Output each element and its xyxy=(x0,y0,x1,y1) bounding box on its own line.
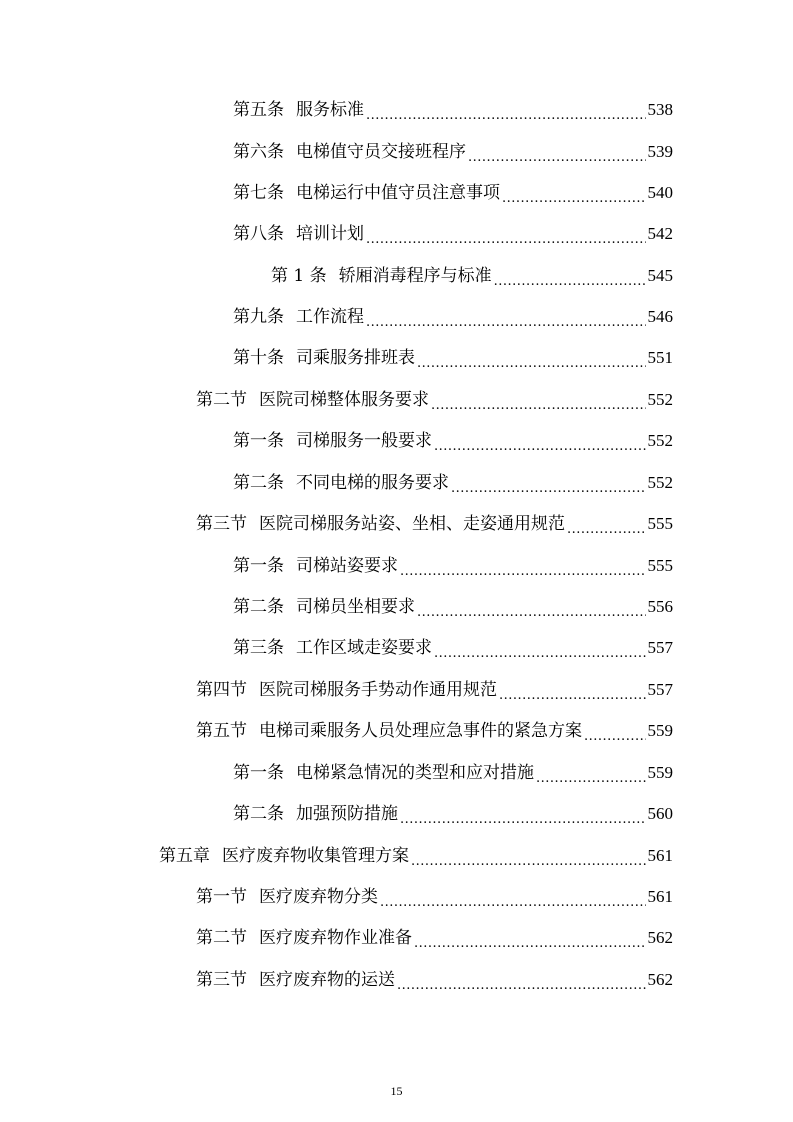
toc-entry-title: 医院司梯服务站姿、坐相、走姿通用规范 xyxy=(259,514,565,534)
page-number: 15 xyxy=(390,1084,403,1098)
toc-entry-title: 服务标准 xyxy=(296,100,364,120)
toc-entry-number: 第二条 xyxy=(233,597,284,617)
toc-entry-number: 第 1 条 xyxy=(271,266,327,286)
toc-leader-dots xyxy=(417,343,646,373)
toc-entry[interactable] xyxy=(233,758,673,788)
toc-entry-title: 轿厢消毒程序与标准 xyxy=(338,266,492,286)
toc-leader-dots xyxy=(584,716,646,746)
toc-leader-dots xyxy=(414,923,646,953)
toc-entry-title: 电梯运行中值守员注意事项 xyxy=(296,183,500,203)
toc-entry-number: 第一条 xyxy=(233,763,284,783)
toc-entry[interactable] xyxy=(233,302,673,332)
toc-entry-page: 539 xyxy=(647,142,673,161)
toc-entry-page: 560 xyxy=(647,804,673,823)
toc-entry-page: 561 xyxy=(647,887,673,906)
toc-leader-dots xyxy=(366,219,646,249)
toc-entry-title: 医院司梯整体服务要求 xyxy=(259,390,429,410)
toc-leader-dots xyxy=(380,882,646,912)
toc-entry[interactable] xyxy=(196,509,673,539)
toc-entry-page: 561 xyxy=(647,846,673,865)
toc-entry[interactable] xyxy=(196,882,673,912)
toc-leader-dots xyxy=(366,95,646,125)
toc-leader-dots xyxy=(434,426,646,456)
toc-entry-number: 第五条 xyxy=(233,100,284,120)
toc-entry[interactable] xyxy=(233,592,673,622)
toc-entry-number: 第七条 xyxy=(233,183,284,203)
toc-entry-number: 第五节 xyxy=(196,721,247,741)
toc-entry[interactable] xyxy=(233,799,673,829)
toc-entry[interactable] xyxy=(159,841,673,871)
toc-entry[interactable] xyxy=(233,343,673,373)
toc-entry-title: 司梯服务一般要求 xyxy=(296,431,432,451)
toc-entry-title: 医疗废弃物作业准备 xyxy=(259,928,412,948)
toc-leader-dots xyxy=(417,592,646,622)
toc-entry-page: 540 xyxy=(647,183,673,202)
toc-entry-page: 559 xyxy=(647,763,673,782)
toc-entry[interactable] xyxy=(233,178,673,208)
toc-entry-number: 第二条 xyxy=(233,473,284,493)
toc-entry-page: 557 xyxy=(647,638,673,657)
toc-entry[interactable] xyxy=(233,137,673,167)
toc-leader-dots xyxy=(468,137,646,167)
toc-entry-title: 工作区域走姿要求 xyxy=(296,638,432,658)
toc-leader-dots xyxy=(536,758,646,788)
toc-entry[interactable] xyxy=(196,923,673,953)
toc-entry-number: 第四节 xyxy=(196,680,247,700)
toc-leader-dots xyxy=(502,178,646,208)
toc-entry-page: 551 xyxy=(647,348,673,367)
toc-entry-page: 542 xyxy=(647,224,673,243)
toc-entry-title: 电梯值守员交接班程序 xyxy=(296,142,466,162)
toc-entry-page: 546 xyxy=(647,307,673,326)
toc-entry-number: 第五章 xyxy=(159,846,210,866)
toc-leader-dots xyxy=(397,965,646,995)
toc-leader-dots xyxy=(431,385,646,415)
toc-entry-title: 工作流程 xyxy=(296,307,364,327)
toc-entry[interactable] xyxy=(196,965,673,995)
toc-entry-title: 电梯紧急情况的类型和应对措施 xyxy=(296,763,534,783)
toc-leader-dots xyxy=(567,509,646,539)
toc-entry-number: 第三节 xyxy=(196,970,247,990)
toc-leader-dots xyxy=(494,261,646,291)
toc-entry[interactable] xyxy=(233,468,673,498)
toc-entry-page: 538 xyxy=(647,100,673,119)
toc-entry-title: 加强预防措施 xyxy=(296,804,398,824)
toc-entry-title: 医疗废弃物收集管理方案 xyxy=(222,846,409,866)
toc-leader-dots xyxy=(411,841,646,871)
toc-entry[interactable] xyxy=(196,716,673,746)
toc-entry-page: 552 xyxy=(647,431,673,450)
toc-leader-dots xyxy=(499,675,646,705)
toc-entry-title: 不同电梯的服务要求 xyxy=(296,473,449,493)
toc-entry-number: 第一条 xyxy=(233,556,284,576)
toc-entry-title: 医疗废弃物的运送 xyxy=(259,970,395,990)
toc-entry-number: 第八条 xyxy=(233,224,284,244)
toc-entry-number: 第六条 xyxy=(233,142,284,162)
toc-entry[interactable] xyxy=(233,219,673,249)
toc-entry-page: 545 xyxy=(647,266,673,285)
toc-entry-page: 555 xyxy=(647,514,673,533)
toc-entry-number: 第三节 xyxy=(196,514,247,534)
toc-entry-number: 第一条 xyxy=(233,431,284,451)
toc-entry-number: 第二节 xyxy=(196,390,247,410)
toc-entry[interactable] xyxy=(233,426,673,456)
toc-entry-title: 司梯站姿要求 xyxy=(296,556,398,576)
toc-entry-page: 557 xyxy=(647,680,673,699)
toc-entry-page: 552 xyxy=(647,473,673,492)
toc-entry-number: 第一节 xyxy=(196,887,247,907)
toc-leader-dots xyxy=(451,468,646,498)
toc-entry-page: 562 xyxy=(647,970,673,989)
toc-entry[interactable] xyxy=(196,675,673,705)
toc-entry-number: 第十条 xyxy=(233,348,284,368)
toc-entry[interactable] xyxy=(233,633,673,663)
toc-entry-title: 培训计划 xyxy=(296,224,364,244)
toc-entry-number: 第三条 xyxy=(233,638,284,658)
toc-leader-dots xyxy=(366,302,646,332)
toc-leader-dots xyxy=(400,799,646,829)
toc-entry-number: 第二条 xyxy=(233,804,284,824)
toc-entry-title: 医院司梯服务手势动作通用规范 xyxy=(259,680,497,700)
toc-entry-page: 556 xyxy=(647,597,673,616)
toc-entry-page: 562 xyxy=(647,928,673,947)
toc-entry-title: 司乘服务排班表 xyxy=(296,348,415,368)
toc-entry[interactable] xyxy=(196,385,673,415)
toc-entry[interactable] xyxy=(271,261,673,291)
toc-entry-title: 电梯司乘服务人员处理应急事件的紧急方案 xyxy=(259,721,582,741)
toc-entry-page: 559 xyxy=(647,721,673,740)
toc-entry-page: 552 xyxy=(647,390,673,409)
toc-entry-title: 医疗废弃物分类 xyxy=(259,887,378,907)
toc-leader-dots xyxy=(434,633,646,663)
toc-entry[interactable] xyxy=(233,551,673,581)
toc-entry-number: 第二节 xyxy=(196,928,247,948)
toc-entry-number: 第九条 xyxy=(233,307,284,327)
toc-leader-dots xyxy=(400,551,646,581)
toc-entry-title: 司梯员坐相要求 xyxy=(296,597,415,617)
toc-entry-page: 555 xyxy=(647,556,673,575)
toc-entry[interactable] xyxy=(233,95,673,125)
